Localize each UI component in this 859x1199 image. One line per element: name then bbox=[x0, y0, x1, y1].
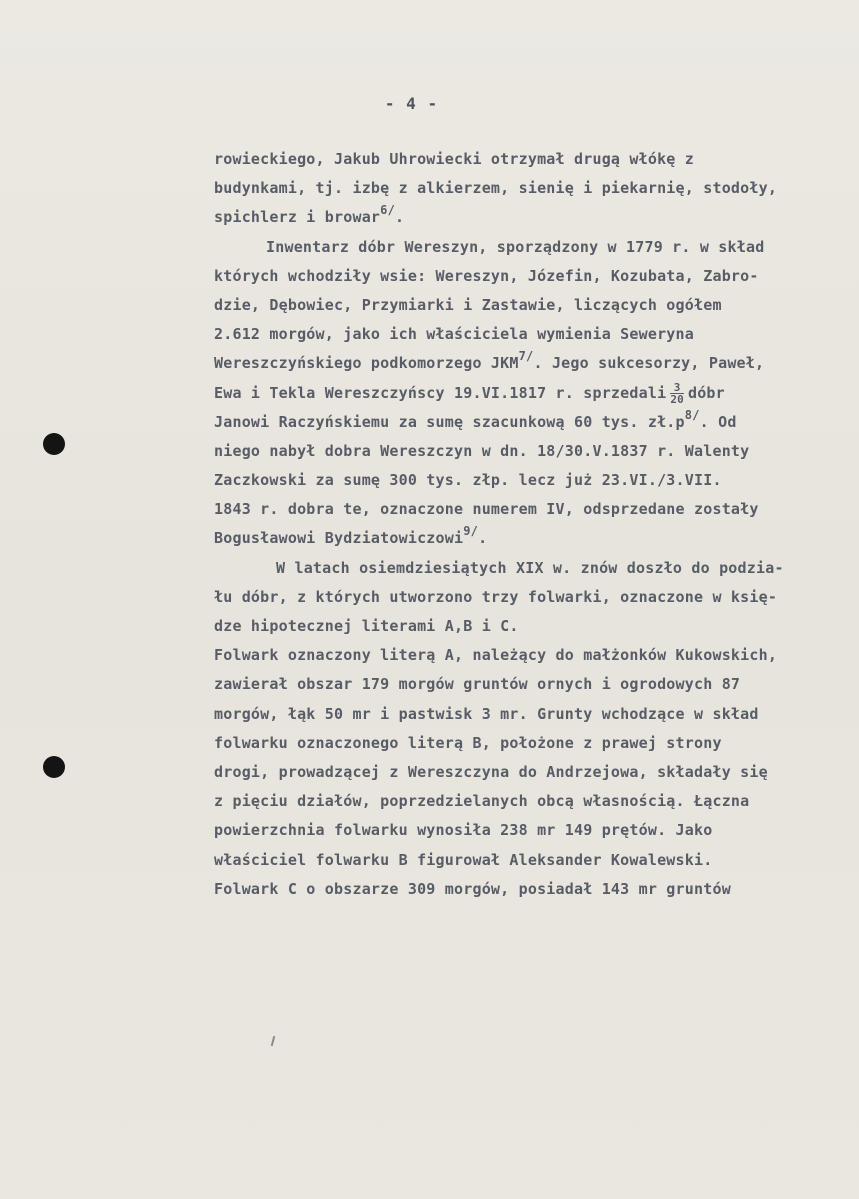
text-line: których wchodziły wsie: Wereszyn, Józefin, Kozubata, Zabro- bbox=[214, 266, 759, 285]
text-line: zawierał obszar 179 morgów gruntów ornych i ogrodowych 87 bbox=[214, 675, 741, 694]
text-line: morgów, łąk 50 mr i pastwisk 3 mr. Grunty wchodzące w skład bbox=[214, 704, 759, 723]
text-line: Wereszczyńskiego podkomorzego $JKM^{7/}$. Jego sukcesorzy, Paweł, bbox=[214, 349, 765, 373]
text-line: Ewa i Tekla Wereszczyńscy 19.VI.1817 r. sprzedali $\frac{3}{20}$ dóbr bbox=[214, 380, 725, 406]
text-line: niego nabył dobra Wereszczyn w dn. 18/30.V.1837 r. Walenty bbox=[214, 441, 750, 460]
text-line: Inwentarz dóbr Wereszyn, sporządzony w 1779 r. w skład bbox=[266, 237, 765, 256]
text-line: W latach osiemdziesiątych XIX w. znów doszło do podzia- bbox=[276, 558, 784, 577]
body-text bbox=[214, 145, 859, 904]
text-line: dzie, Dębowiec, Przymiarki i Zastawie, liczących ogółem bbox=[214, 295, 722, 314]
text-line: z pięciu działów, poprzedzielanych obcą własnością. Łączna bbox=[214, 792, 750, 811]
fraction: $\frac{3}{20}$ bbox=[670, 380, 684, 406]
text-line: folwarku oznaczonego literą B, położone z prawej strony bbox=[214, 733, 722, 752]
text-line: właściciel folwarku B figurował Aleksander Kowalewski. bbox=[214, 850, 713, 869]
text-line: Bogusławowi Bydziatowiczowi$^{9/}$. bbox=[214, 524, 488, 548]
text-line: dze hipotecznej literami A,B i C. bbox=[214, 617, 519, 635]
text-line: rowieckiego, Jakub Uhrowiecki otrzymał drugą włókę z bbox=[214, 150, 694, 168]
text-line: powierzchnia folwarku wynosiła 238 mr 149 prętów. Jako bbox=[214, 821, 713, 840]
text-line: Zaczkowski za sumę 300 tys. złp. lecz już 23.VI./3.VII. bbox=[214, 471, 722, 490]
text-line: 2.612 morgów, jako ich właściciela wymienia Seweryna bbox=[214, 325, 694, 344]
text-line: łu dóbr, z których utworzono trzy folwarki, oznaczone w księ- bbox=[214, 587, 778, 606]
text-line: 1843 r. dobra te, oznaczone numerem IV, odsprzedane zostały bbox=[214, 500, 759, 519]
punch-hole-top bbox=[43, 433, 65, 455]
footnote-ref-7: 7/ bbox=[518, 349, 534, 364]
text-line: Folwark C o obszarze 309 morgów, posiadał 143 mr gruntów bbox=[214, 879, 731, 898]
footnote-ref-8: 8/ bbox=[684, 407, 700, 422]
footnote-ref-6: 6/ bbox=[380, 203, 396, 218]
text-line: spichlerz i browar$^{6/}$. bbox=[214, 203, 405, 227]
text-line: Janowi Raczyńskiemu za sumę szacunkową 60 tys. $zł.p^{8/}$. Od bbox=[214, 407, 737, 431]
page-number: - 4 - bbox=[384, 94, 439, 113]
footnote-ref-9: 9/ bbox=[463, 524, 479, 539]
stray-mark bbox=[271, 1036, 276, 1046]
text-line: budynkami, tj. izbę z alkierzem, sienię i piekarnię, stodoły, bbox=[214, 179, 778, 198]
text-line: Folwark oznaczony literą A, należący do małżonków Kukowskich, bbox=[214, 646, 778, 665]
punch-hole-bottom bbox=[43, 756, 65, 778]
text-line: drogi, prowadzącej z Wereszczyna do Andrzejowa, składały się bbox=[214, 762, 768, 781]
